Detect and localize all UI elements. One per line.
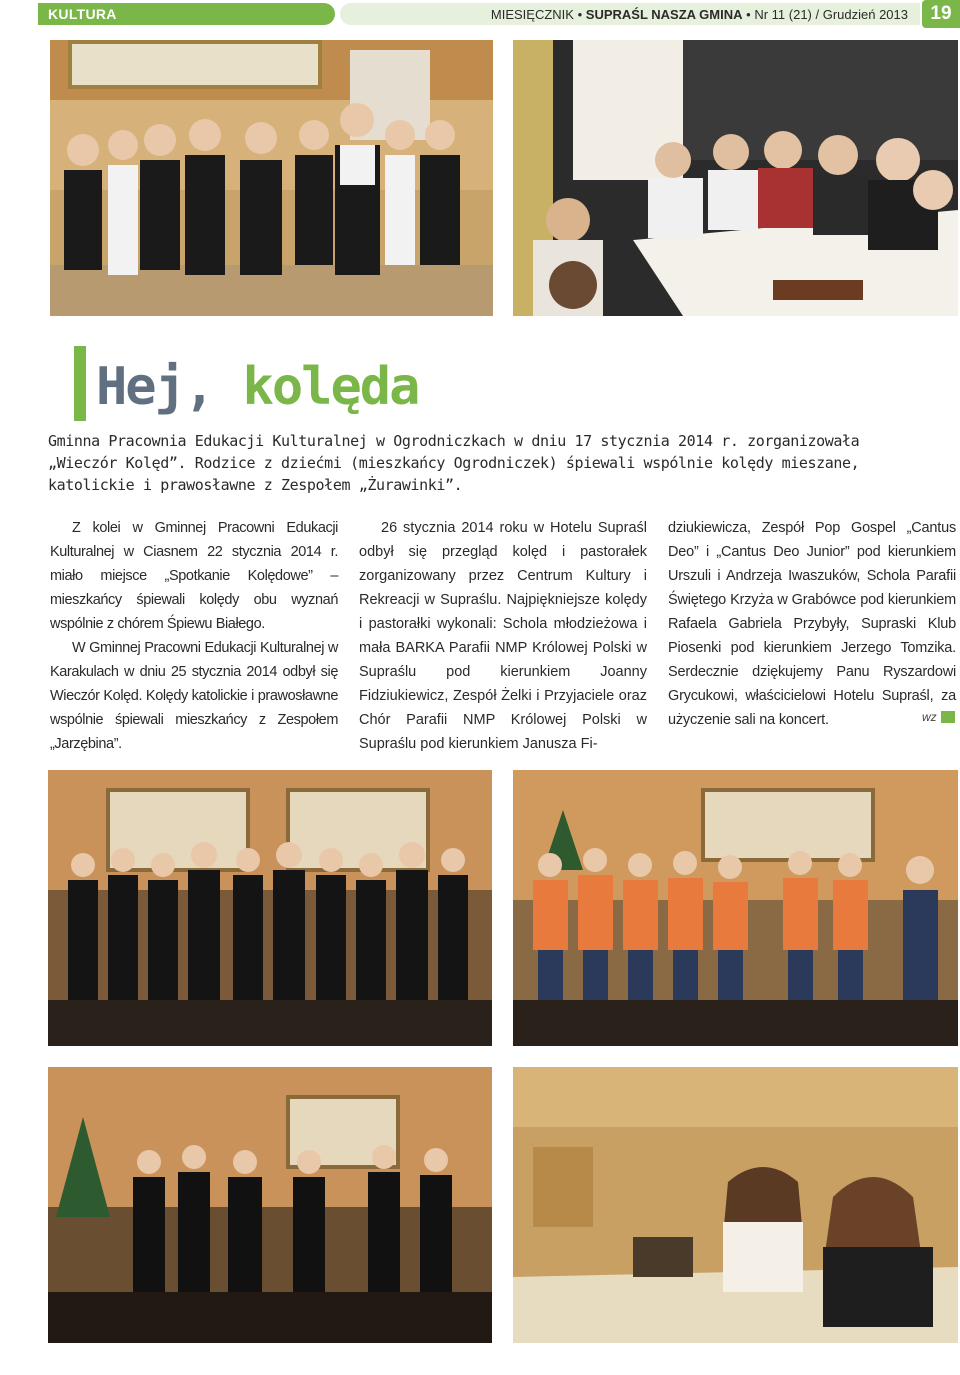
end-mark [941, 711, 955, 723]
magazine-name: SUPRAŚL NASZA GMINA [585, 7, 743, 22]
title-part-1: Hej, [96, 357, 214, 417]
paragraph: dziukiewicza, Zespół Pop Gospel „Cantus Deo” i „Cantus Deo Junior” pod kierunkiem Urszuli i Andrzeja Iwaszuków, Schola Parafii Świętego Krzyża w Grabówce pod kierunkiem Rafaela Gabriela Przybyły, Supraski Klub Piosenki pod kierunkiem Jerzego Tomzika. Serdecznie dziękujemy Panu Ryszardowi Grycukowi, właścicielowi Hotelu Supraśl, za użyczenie sali na koncert. [668, 520, 956, 728]
title-accent-bar [74, 346, 86, 421]
text-column-3 [668, 516, 956, 732]
photo-children-orange [513, 770, 958, 1046]
author-signature: wz [922, 710, 937, 724]
page-number: 19 [922, 0, 960, 28]
issue-label: Nr 11 (21) / Grudzień 2013 [754, 7, 908, 22]
article-lead: Gminna Pracownia Edukacji Kulturalnej w Ogrodniczkach w dniu 17 stycznia 2014 r. zorganizowała „Wieczór Kolęd”. Rodzice z dziećmi (mieszkańcy Ogrodniczek) śpiewali wspólnie kolędy mieszane, katolickie i prawosławne z Zespołem „Żurawinki”. [48, 432, 860, 494]
paragraph: 26 stycznia 2014 roku w Hotelu Supraśl odbył się przegląd kolęd i pastorałek zorganizowany przez Centrum Kultury i Rekreacji w Supraślu. Najpiękniejsze kolędy i pastorałki wykonali: Schola młodzieżowa i mała BARKA Parafii NMP Królowej Polski w Supraślu pod kierunkiem Joanny Fidziukiewicz, Zespół Żelki i Przyjaciele oraz Chór Parafii NMP Królowej Polski w Supraślu pod kierunkiem Janusza Fi- [359, 520, 647, 752]
paragraph: Z kolei w Gminnej Pracowni Edukacji Kulturalnej w Ciasnem 22 stycznia 2014 r. miało miejsce „Spotkanie Kolędowe” – mieszkańcy śpiewali kolędy obu wyznań wspólnie z chórem Śpiewu Białego. [50, 520, 338, 632]
photo-children-choir [50, 40, 493, 316]
photo-gospel-singers [48, 1067, 492, 1343]
section-label: KULTURA [48, 6, 117, 22]
photo-table-gathering [513, 40, 958, 316]
text-column-2 [359, 516, 647, 756]
photo-table-girls [513, 1067, 958, 1343]
monthly-label: MIESIĘCZNIK [490, 7, 574, 22]
masthead-text [491, 7, 908, 22]
bullet-separator: • [577, 7, 583, 22]
bullet-separator: • [746, 7, 751, 22]
section-tab [38, 3, 335, 25]
title-part-2: kolęda [242, 357, 419, 417]
paragraph: W Gminnej Pracowni Edukacji Kulturalnej w Karakulach w dniu 25 stycznia 2014 odbył się Wieczór Kolęd. Kolędy katolickie i prawosławne wspólnie śpiewali mieszkańcy z Zespołem „Jarzębina”. [50, 640, 338, 752]
text-column-1 [50, 516, 338, 756]
photo-adult-choir [48, 770, 492, 1046]
masthead-bar [340, 3, 920, 25]
article-title [96, 357, 418, 417]
